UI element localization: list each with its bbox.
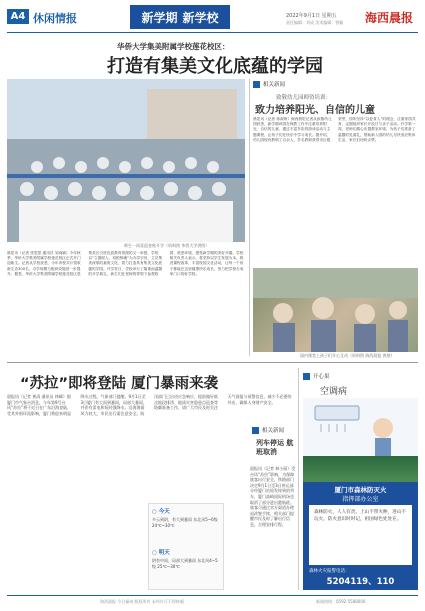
masthead-rule: [7, 32, 418, 33]
fire-hotline-label: 森林火灾报警电话：: [309, 569, 350, 574]
column-divider: [249, 79, 250, 356]
sidebar-title: 空调病: [320, 387, 348, 397]
date-line: 2022年9月1日 星期五: [286, 13, 337, 19]
side-story-headline: 致力培养阳光、自信的儿童: [255, 105, 375, 116]
lead-photo: [7, 79, 245, 242]
forecast-today-label: ○ 今天: [152, 509, 170, 515]
section-name: 休闲情报: [33, 12, 77, 25]
side-photo: [253, 268, 418, 352]
banner-word-b: 新学校: [182, 10, 219, 25]
side-story-sub: 致敬幼儿园师资培训：: [276, 95, 332, 101]
footer-hotline: 新闻热线：0592-5588000: [316, 599, 366, 604]
section-divider: [7, 362, 418, 363]
cable-story-tag: 相关新闻: [252, 426, 284, 434]
side-story-tag: 相关新闻: [253, 80, 285, 88]
footer-note: 海西晨报 今日福州 版权所有 未经许可不得转载: [100, 599, 184, 604]
weather-body: 晨报讯（记者 黄清 通讯员 林峰）据厦门市气象台消息，今年第9号台风“苏拉”将于近日在广东沿海登陆，受其外围环流影响，厦门将迎来明显降水过程。气象部门提醒，9月1日至3日厦门有大雨到暴雨，局部大暴雨，并伴有雷电和短时强降水，沿海海面风力较大，市民出行需注意安全。防汛部门已启动应急响应，提前做好低洼地段排涝、地质灾害隐患点巡查等防御准备工作，请广大市民及时关注天气预报与预警信息，减少不必要的外出，确保人身财产安全。: [7, 394, 292, 416]
sidebar-tag: 开心果: [303, 372, 330, 380]
editor-line: 责任编辑：刘成 美术编辑：曾颖: [286, 20, 344, 25]
forecast-tomorrow-label: ○ 明天: [152, 550, 170, 556]
page-number: A4: [7, 9, 29, 24]
forecast-today-desc: 多云到阴，有大到暴雨 东北风5~6级 24℃~30℃: [152, 517, 218, 528]
lead-photo-caption: 师生一同喜迎金秋开学（资料图 华侨大学供图）: [124, 243, 210, 248]
fire-ad-slogan: 森林防火，人人有责。上山不带火种，进山不玩火。防火意识时时记，祖国绿色处处在。: [314, 510, 406, 522]
side-story-body: 晨报讯（记者 蒋淑珍）海西晨报记者从致敬幼儿园获悉，新学期该园在保教工作中注重培养阳光、自信的儿童，通过丰富多彩的游戏活动与主题课程，让孩子们在快乐中学习成长。据介绍，幼儿园现有教职工百余人，多名教师获得市区级荣誉，园所坚持“以爱育人”的理念，注重家园共育，定期组织家长开放日与亲子活动。开学第一周，老师们精心布置教室环境，为孩子们准备了温馨的见面礼，帮助新入园的幼儿尽快适应集体生活，家长们纷纷点赞。: [253, 117, 416, 142]
fire-ad-title: 厦门市森林防灭火: [334, 486, 387, 494]
cable-headline: 列车停运 航班取消: [256, 439, 294, 456]
fire-hotline: 5204119、110: [326, 577, 395, 587]
weather-headline: “苏拉”即将登陆 厦门暴雨来袭: [20, 376, 219, 392]
paper-name: 海西晨报: [365, 11, 414, 25]
column-divider-2: [298, 368, 299, 590]
forecast-box: [148, 503, 224, 590]
lead-headline: 打造有集美文化底蕴的学园: [107, 56, 323, 77]
section-marker-icon-3: [303, 373, 310, 380]
forecast-tomorrow-desc: 阴有中雨，局部大到暴雨 东北风4~5级 25℃~30℃: [152, 558, 218, 569]
side-photo-caption: 园内课堂上孩子们开心互动（资料图 海西晨报 供图）: [300, 353, 395, 358]
footer-rule: [7, 595, 418, 596]
fire-ad-subtitle: 指挥部办公室: [342, 496, 379, 503]
cable-body: 晨报讯（记者 林小丽）受台风“苏拉”影响，为保障旅客出行安全，铁路部门决定9月1日至3日停运部分经厦门站始发终到的列车，厦门高崎国际机场也取消了部分进出港航班。旅客可通过官方渠道办理退改签手续，相关部门提醒市民及时了解出行信息，合理安排行程。: [250, 466, 296, 527]
lead-body: 晨报讯（记者 张思思 通讯员 吴晓颖）今年秋季，华侨大学集美附属学校莲花校区正式开门迎新生。记者从学校获悉，今年该校共计招收新生近300名，办学规模与配套设施进一步提升。据悉，华侨大学集美附属学校莲花校区是集美区引进优质教育资源的又一举措，学校以“立德树人、培根铸魂”为办学宗旨，立足集美深厚的嘉庚文化，着力打造具有集美文化底蕴的学园。开学首日，学校举行了隆重而温馨的开学典礼，新生们在老师的带领下参观校园、熟悉环境，感受新学期的美好开端。学校相关负责人表示，将坚持以学生发展为本，推进课程改革，丰富校园文化活动，让每一个孩子都能在这里健康快乐成长，努力把学校办成家门口的好学校。: [7, 251, 244, 276]
sidebar-illustration: [303, 398, 418, 456]
fire-ad: [303, 456, 418, 590]
theme-banner: [130, 5, 230, 29]
fire-ad-photo: [303, 456, 418, 482]
section-marker-icon-2: [252, 427, 259, 434]
section-marker-icon: [253, 81, 260, 88]
lead-kicker: 华侨大学集美附属学校莲花校区：: [117, 42, 230, 51]
banner-word-a: 新学期: [141, 10, 178, 25]
fire-ad-slogan-panel: [309, 505, 412, 565]
